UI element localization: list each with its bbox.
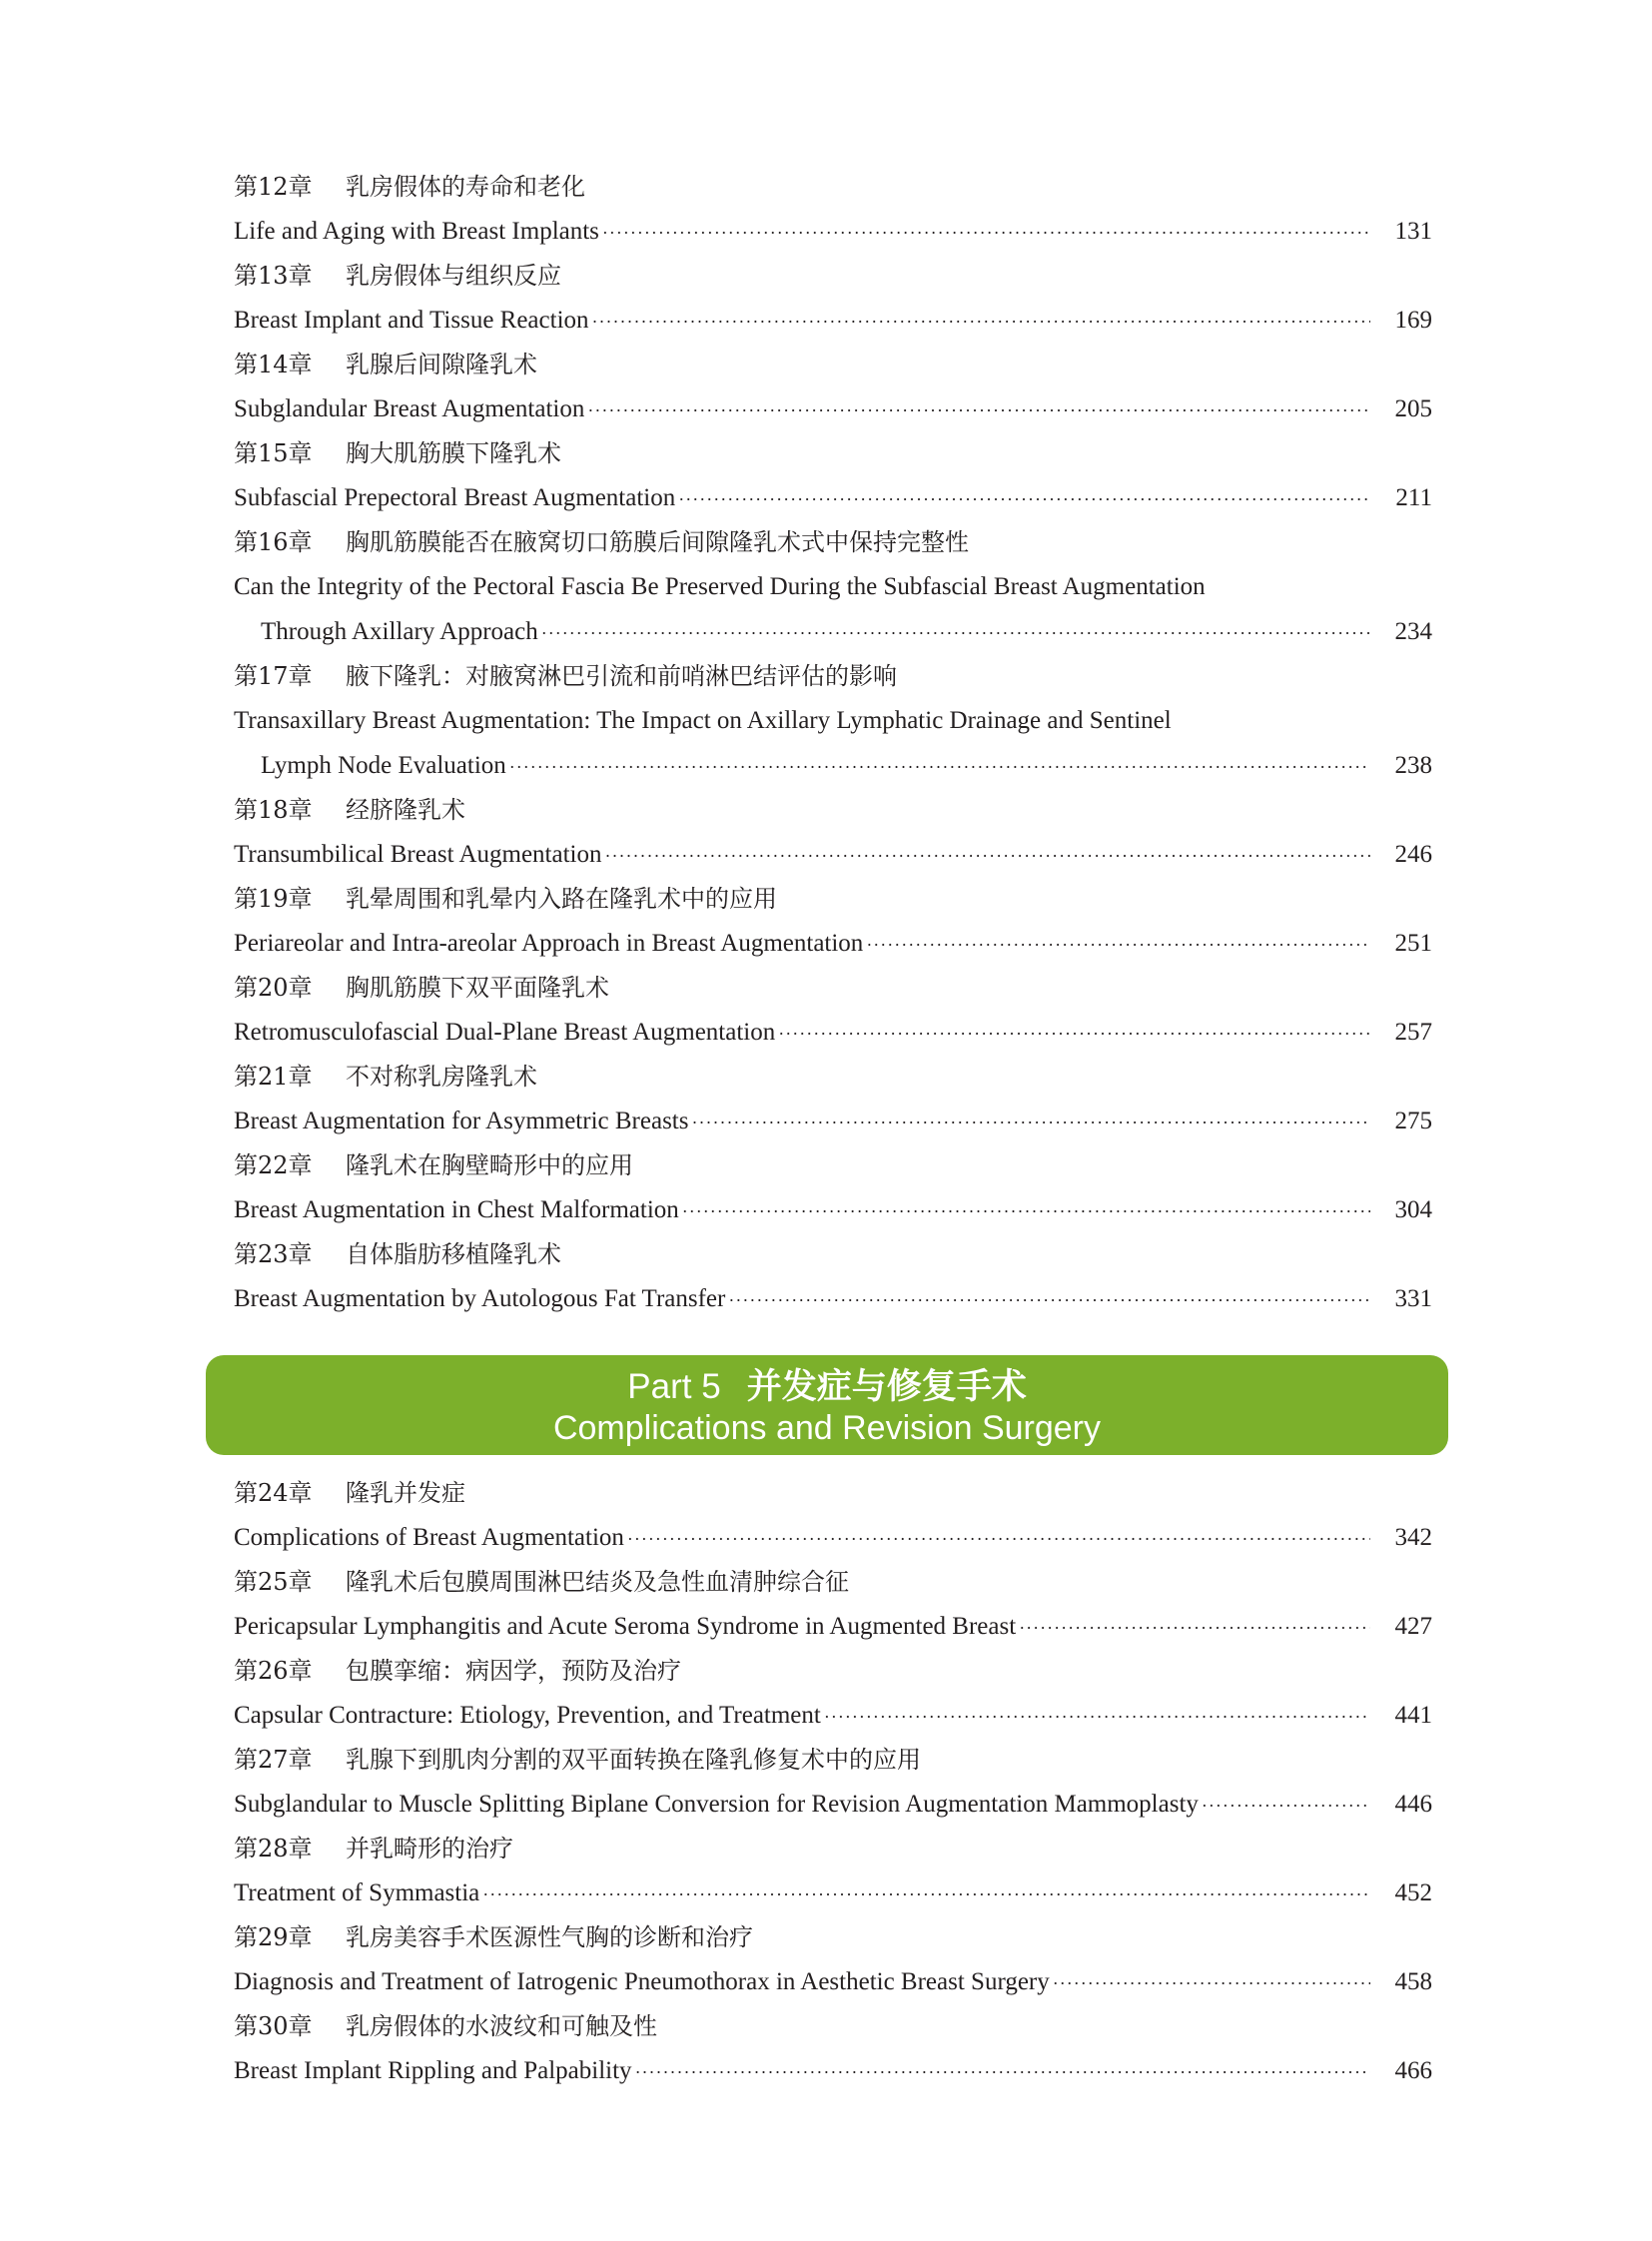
chapter-number: 第15章 bbox=[234, 439, 313, 467]
chapter-heading-20 bbox=[234, 966, 1432, 1010]
chapter-number: 第16章 bbox=[234, 528, 313, 556]
chapter-number: 第22章 bbox=[234, 1151, 313, 1179]
chapter-title-en: Subglandular to Muscle Splitting Biplane Conversion for Revision Augmentation Mammoplasty bbox=[234, 1791, 1199, 1818]
dot-leader bbox=[541, 611, 1370, 656]
chapter-title-en: Periareolar and Intra-areolar Approach in Breast Augmentation bbox=[234, 930, 864, 957]
chapter-title-zh: 乳腺后间隙隆乳术 bbox=[346, 351, 537, 378]
page-number: 458 bbox=[1394, 1968, 1432, 1995]
chapter-heading-24 bbox=[234, 1471, 1432, 1515]
dot-leader bbox=[678, 477, 1370, 522]
page-number: 238 bbox=[1394, 752, 1432, 779]
chapter-number: 第24章 bbox=[234, 1479, 313, 1507]
dot-leader bbox=[592, 300, 1370, 345]
chapter-title-zh: 乳房美容手术医源性气胸的诊断和治疗 bbox=[346, 1923, 753, 1951]
chapter-title-zh: 乳房假体的水波纹和可触及性 bbox=[346, 2012, 657, 2040]
chapter-title-en: Transumbilical Breast Augmentation bbox=[234, 841, 602, 868]
page-number: 234 bbox=[1394, 618, 1432, 645]
chapter-number: 第23章 bbox=[234, 1240, 313, 1268]
chapter-heading-19 bbox=[234, 877, 1432, 921]
chapter-title-en: Retromusculofascial Dual-Plane Breast Augmentation bbox=[234, 1019, 776, 1046]
chapter-title-zh: 包膜挛缩：病因学，预防及治疗 bbox=[346, 1657, 681, 1685]
chapter-title-en: Subfascial Prepectoral Breast Augmentation bbox=[234, 484, 676, 511]
page-number: 246 bbox=[1394, 841, 1432, 868]
toc-entry-15[interactable] bbox=[234, 475, 1432, 520]
chapter-number: 第20章 bbox=[234, 974, 313, 1002]
page-number: 251 bbox=[1394, 930, 1432, 957]
chapter-title-zh: 乳房假体与组织反应 bbox=[346, 262, 561, 290]
chapter-title-en: Subglandular Breast Augmentation bbox=[234, 395, 585, 422]
dot-leader bbox=[482, 1872, 1370, 1917]
chapter-number: 第25章 bbox=[234, 1568, 313, 1596]
chapter-title-en-line2: Lymph Node Evaluation bbox=[261, 752, 506, 779]
page-number: 452 bbox=[1394, 1879, 1432, 1906]
toc-entry-14[interactable] bbox=[234, 386, 1432, 431]
chapter-heading-15 bbox=[234, 431, 1432, 475]
chapter-title-zh: 胸大肌筋膜下隆乳术 bbox=[346, 439, 561, 467]
chapter-title-zh: 隆乳术后包膜周围淋巴结炎及急性血清肿综合征 bbox=[346, 1568, 849, 1596]
chapter-heading-14 bbox=[234, 343, 1432, 386]
dot-leader bbox=[635, 2050, 1370, 2095]
toc-list-part4 bbox=[234, 165, 1432, 1321]
chapter-title-en: Breast Augmentation in Chest Malformation bbox=[234, 1196, 679, 1223]
toc-entry-13[interactable] bbox=[234, 298, 1432, 343]
chapter-heading-18 bbox=[234, 788, 1432, 832]
page-number: 211 bbox=[1395, 484, 1432, 511]
page-number: 275 bbox=[1394, 1108, 1432, 1134]
chapter-title-zh: 自体脂肪移植隆乳术 bbox=[346, 1240, 561, 1268]
toc-entry-20[interactable] bbox=[234, 1010, 1432, 1055]
chapter-title-en: Life and Aging with Breast Implants bbox=[234, 218, 599, 245]
chapter-number: 第28章 bbox=[234, 1835, 313, 1863]
chapter-heading-16 bbox=[234, 520, 1432, 564]
chapter-title-zh: 乳房假体的寿命和老化 bbox=[346, 173, 585, 201]
chapter-title-zh: 胸肌筋膜能否在腋窝切口筋膜后间隙隆乳术式中保持完整性 bbox=[346, 528, 969, 556]
chapter-heading-26 bbox=[234, 1649, 1432, 1693]
toc-entry-26[interactable] bbox=[234, 1693, 1432, 1738]
chapter-title-en-line1: Transaxillary Breast Augmentation: The Impact on Axillary Lymphatic Drainage and Sentinel bbox=[234, 707, 1172, 734]
toc-entry-22[interactable] bbox=[234, 1187, 1432, 1232]
page-number: 342 bbox=[1394, 1524, 1432, 1551]
part-banner bbox=[206, 1355, 1448, 1455]
chapter-title-en: Pericapsular Lymphangitis and Acute Seroma Syndrome in Augmented Breast bbox=[234, 1613, 1017, 1640]
chapter-heading-28 bbox=[234, 1827, 1432, 1870]
chapter-title-en: Breast Augmentation by Autologous Fat Transfer bbox=[234, 1285, 726, 1312]
dot-leader bbox=[824, 1695, 1370, 1740]
page-number: 441 bbox=[1394, 1702, 1432, 1729]
chapter-heading-17 bbox=[234, 654, 1432, 698]
dot-leader bbox=[509, 745, 1370, 790]
chapter-title-en: Breast Augmentation for Asymmetric Breasts bbox=[234, 1108, 689, 1134]
dot-leader bbox=[604, 834, 1370, 879]
chapter-number: 第27章 bbox=[234, 1746, 313, 1774]
dot-leader bbox=[682, 1189, 1370, 1234]
chapter-heading-29 bbox=[234, 1915, 1432, 1959]
chapter-title-en: Treatment of Symmastia bbox=[234, 1879, 480, 1906]
chapter-number: 第14章 bbox=[234, 351, 313, 378]
toc-entry-28[interactable] bbox=[234, 1870, 1432, 1915]
chapter-number: 第13章 bbox=[234, 262, 313, 290]
page-number: 304 bbox=[1394, 1196, 1432, 1223]
chapter-number: 第12章 bbox=[234, 173, 313, 201]
chapter-title-zh: 并乳畸形的治疗 bbox=[346, 1835, 513, 1863]
toc-entry-12[interactable] bbox=[234, 209, 1432, 254]
chapter-heading-25 bbox=[234, 1560, 1432, 1604]
dot-leader bbox=[627, 1517, 1370, 1562]
toc-entry-17[interactable] bbox=[234, 698, 1432, 788]
part-label: Part 5 bbox=[627, 1367, 721, 1406]
chapter-title-zh: 乳晕周围和乳晕内入路在隆乳术中的应用 bbox=[346, 885, 777, 913]
part-title-zh: 并发症与修复手术 bbox=[746, 1367, 1027, 1407]
chapter-heading-30 bbox=[234, 2004, 1432, 2048]
dot-leader bbox=[1019, 1606, 1370, 1651]
chapter-title-zh: 隆乳并发症 bbox=[346, 1479, 465, 1507]
toc-entry-21[interactable] bbox=[234, 1099, 1432, 1143]
toc-entry-23[interactable] bbox=[234, 1276, 1432, 1321]
chapter-title-en: Breast Implant Rippling and Palpability bbox=[234, 2057, 632, 2084]
chapter-heading-27 bbox=[234, 1738, 1432, 1782]
chapter-heading-13 bbox=[234, 254, 1432, 298]
toc-list-part5 bbox=[234, 1471, 1432, 2093]
chapter-heading-23 bbox=[234, 1232, 1432, 1276]
dot-leader bbox=[1053, 1961, 1370, 2006]
chapter-title-en: Breast Implant and Tissue Reaction bbox=[234, 307, 589, 334]
toc-entry-18[interactable] bbox=[234, 832, 1432, 877]
chapter-title-zh: 腋下隆乳：对腋窝淋巴引流和前哨淋巴结评估的影响 bbox=[346, 662, 897, 690]
page-number: 427 bbox=[1394, 1613, 1432, 1640]
dot-leader bbox=[602, 211, 1370, 256]
page-number: 466 bbox=[1394, 2057, 1432, 2084]
part-banner-title bbox=[206, 1365, 1448, 1409]
chapter-title-en-line2: Through Axillary Approach bbox=[261, 618, 538, 645]
chapter-title-zh: 经脐隆乳术 bbox=[346, 796, 465, 824]
page-number: 205 bbox=[1394, 395, 1432, 422]
toc-entry-25[interactable] bbox=[234, 1604, 1432, 1649]
chapter-title-en: Capsular Contracture: Etiology, Prevention, and Treatment bbox=[234, 1702, 821, 1729]
dot-leader bbox=[587, 388, 1370, 433]
page-number: 169 bbox=[1394, 307, 1432, 334]
chapter-number: 第26章 bbox=[234, 1657, 313, 1685]
chapter-title-en: Complications of Breast Augmentation bbox=[234, 1524, 624, 1551]
part-title-en: Complications and Revision Surgery bbox=[552, 1409, 1102, 1447]
dot-leader bbox=[1202, 1784, 1370, 1829]
chapter-number: 第21章 bbox=[234, 1063, 313, 1091]
chapter-title-zh: 乳腺下到肌肉分割的双平面转换在隆乳修复术中的应用 bbox=[346, 1746, 921, 1774]
dot-leader bbox=[778, 1012, 1370, 1057]
chapter-heading-21 bbox=[234, 1055, 1432, 1099]
chapter-number: 第30章 bbox=[234, 2012, 313, 2040]
toc-entry-30[interactable] bbox=[234, 2048, 1432, 2093]
chapter-title-en: Diagnosis and Treatment of Iatrogenic Pneumothorax in Aesthetic Breast Surgery bbox=[234, 1968, 1050, 1995]
page-number: 446 bbox=[1394, 1791, 1432, 1818]
chapter-title-en-line1: Can the Integrity of the Pectoral Fascia Be Preserved During the Subfascial Breast Augmentation bbox=[234, 573, 1206, 600]
toc-entry-16[interactable] bbox=[234, 564, 1432, 654]
chapter-title-zh: 隆乳术在胸壁畸形中的应用 bbox=[346, 1151, 633, 1179]
chapter-title-zh: 胸肌筋膜下双平面隆乳术 bbox=[346, 974, 609, 1002]
chapter-heading-22 bbox=[234, 1143, 1432, 1187]
chapter-title-zh: 不对称乳房隆乳术 bbox=[346, 1063, 537, 1091]
chapter-number: 第17章 bbox=[234, 662, 313, 690]
page-number: 331 bbox=[1394, 1285, 1432, 1312]
chapter-number: 第29章 bbox=[234, 1923, 313, 1951]
dot-leader bbox=[728, 1278, 1370, 1323]
chapter-heading-12 bbox=[234, 165, 1432, 209]
toc-entry-19[interactable] bbox=[234, 921, 1432, 966]
chapter-number: 第18章 bbox=[234, 796, 313, 824]
toc-entry-29[interactable] bbox=[234, 1959, 1432, 2004]
page-number: 257 bbox=[1394, 1019, 1432, 1046]
dot-leader bbox=[691, 1101, 1370, 1145]
dot-leader bbox=[866, 923, 1370, 968]
toc-entry-27[interactable] bbox=[234, 1782, 1432, 1827]
chapter-number: 第19章 bbox=[234, 885, 313, 913]
page-number: 131 bbox=[1394, 218, 1432, 245]
toc-entry-24[interactable] bbox=[234, 1515, 1432, 1560]
